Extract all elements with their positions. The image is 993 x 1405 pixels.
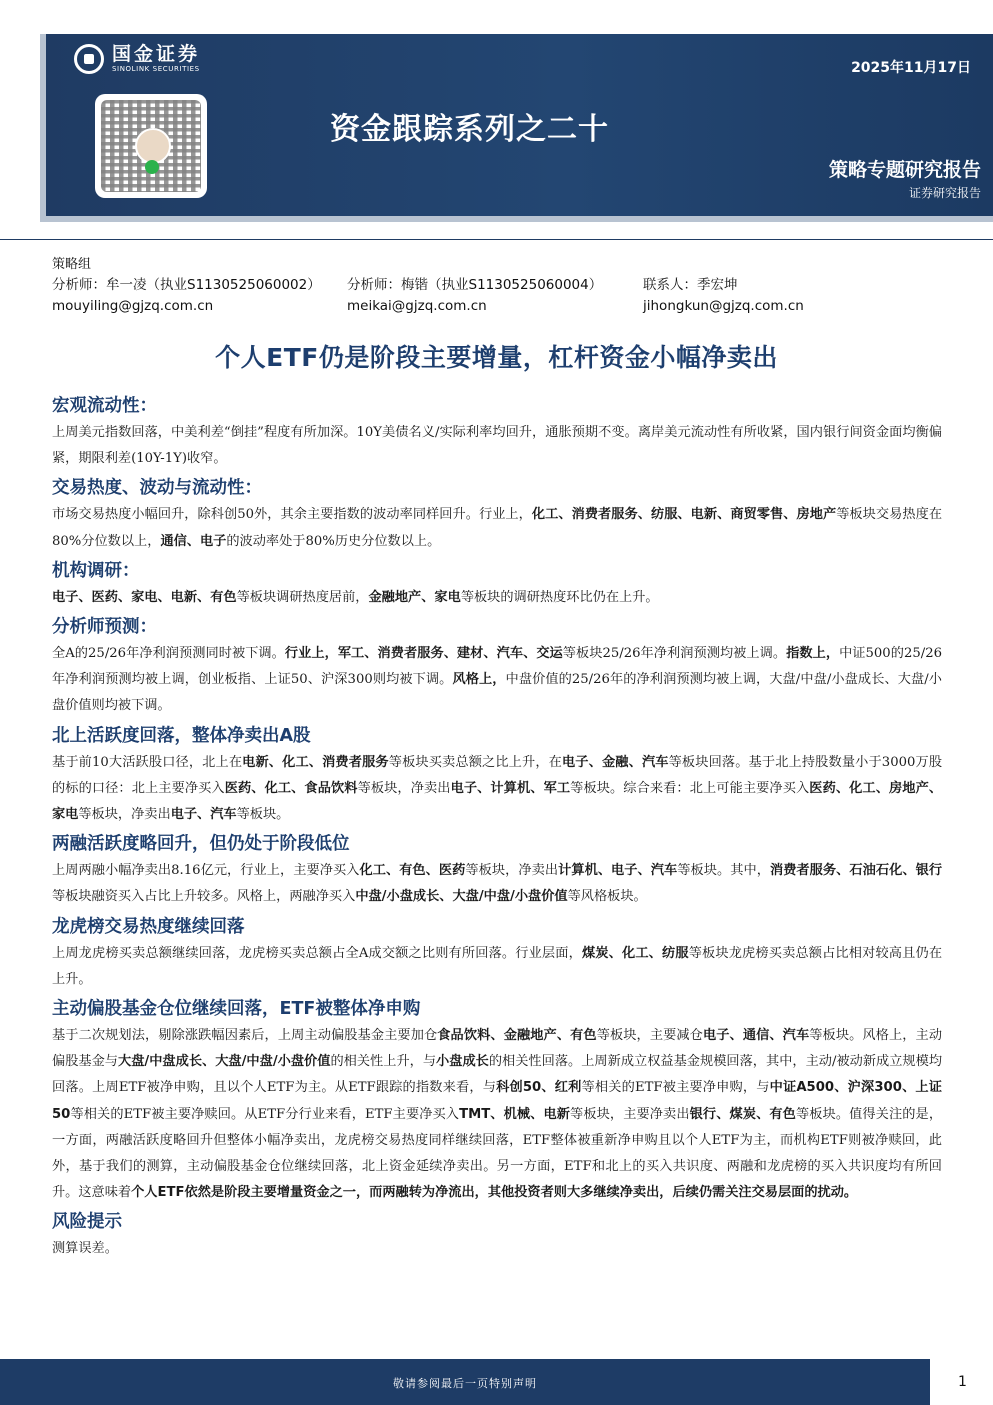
section-title: 龙虎榜交易热度继续回落 [52, 916, 245, 937]
body-text: 等板块，净卖出 [357, 780, 451, 796]
body-text: 等板块，净卖出 [465, 863, 559, 879]
report-subtype: 证券研究报告 [908, 186, 981, 200]
section-title: 交易热度、波动与流动性： [52, 478, 262, 499]
report-main-title: 个人ETF仍是阶段主要增量，杠杆资金小幅净卖出 [215, 343, 778, 372]
section-title: 机构调研： [52, 560, 140, 581]
analyst-2: 分析师：梅锴（执业S1130525060004） [347, 277, 603, 293]
body-text: 等板块25/26年净利润预测均被上调。 [562, 646, 787, 662]
highlight-text: 医药、化工、房地产、家电 [52, 780, 943, 823]
highlight-text: 医药、化工、食品饮料 [224, 780, 358, 796]
highlight-text: 中盘/小盘成长、大盘/中盘/小盘价值 [355, 889, 568, 905]
section-body [52, 585, 942, 611]
body-text: 等板块的调研热度环比仍在上升。 [460, 589, 659, 605]
highlight-text: 化工、消费者服务、纺服、电新、商贸零售、房地产 [531, 507, 837, 523]
body-text: 测算误差。 [52, 1241, 118, 1257]
highlight-text: 电新、化工、消费者服务 [242, 754, 389, 770]
body-text: 等板块买卖总额之比上升，在 [388, 754, 562, 770]
contact-person: 联系人：季宏坤 [643, 277, 738, 293]
qr-avatar-icon [135, 128, 171, 164]
qr-code-icon [95, 94, 207, 198]
body-text: 基于前10大活跃股口径，北上在 [52, 754, 243, 770]
body-text: 基于二次规划法，剔除涨跌幅因素后，上周主动偏股基金主要加仓 [52, 1028, 438, 1044]
highlight-text: 电子、金融、汽车 [561, 754, 669, 770]
section-body [52, 858, 942, 910]
body-text: 等板块，主要净卖出 [570, 1106, 690, 1122]
highlight-text: 银行、煤炭、有色 [689, 1106, 796, 1122]
highlight-text: 电子、计算机、军工 [450, 780, 571, 796]
body-text: 等板块。 [236, 807, 290, 823]
highlight-text: 电子、汽车 [170, 807, 237, 823]
report-date: 2025年11月17日 [851, 60, 971, 76]
body-text: 等板块融资买入占比上升较多。风格上，两融净买入 [52, 889, 356, 905]
section-title: 分析师预测： [52, 617, 157, 638]
highlight-text: 消费者服务、石油石化、银行 [769, 863, 943, 879]
highlight-text: 指数上， [786, 646, 840, 662]
body-text: 等板块调研热度居前， [236, 589, 369, 605]
highlight-text: TMT、机械、电新 [459, 1106, 571, 1122]
report-body [52, 392, 942, 1265]
author-block [52, 254, 952, 317]
body-text: 等板块龙虎榜买卖总额占比相对较高且仍在上升。 [52, 945, 943, 987]
body-text: 全A的25/26年净利润预测同时被下调。 [52, 646, 285, 662]
section-body [52, 420, 942, 472]
highlight-text: 通信、电子 [160, 533, 227, 549]
author-emails-row [52, 296, 952, 317]
analyst-1: 分析师：牟一凌（执业S1130525060002） [52, 277, 321, 293]
highlight-text: 电子、医药、家电、电新、有色 [52, 589, 237, 605]
series-title: 资金跟踪系列之二十 [330, 112, 609, 147]
body-text: 等板块回落。基于北上持股数量小于3000万股的标的口径：北上主要净买入 [52, 754, 943, 796]
highlight-text: 科创50、红利 [496, 1080, 582, 1096]
body-text: 等相关的ETF被主要净赎回。从ETF分行业来看，ETF主要净买入 [70, 1106, 460, 1122]
body-text: 的波动率处于80%历史分位数以上。 [226, 533, 441, 549]
email-link-1[interactable]: mouyiling@gjzq.com.cn [52, 298, 214, 314]
section-body [52, 1236, 942, 1262]
wechat-badge-icon [145, 160, 159, 174]
author-names-row [52, 275, 952, 296]
body-text: 的相关性上升，与 [330, 1054, 437, 1070]
section-body [52, 1023, 942, 1206]
section-title: 主动偏股基金仓位继续回落，ETF被整体净申购 [52, 999, 421, 1020]
section-body [52, 941, 942, 993]
team-name: 策略组 [52, 257, 92, 272]
body-text: 等板块，净卖出 [78, 807, 171, 823]
logo-cn-text: 国金证券 [112, 43, 201, 65]
body-text: 上周龙虎榜买卖总额继续回落，龙虎榜买卖总额占全A成交额之比则有所回落。行业层面， [52, 945, 582, 961]
highlight-text: 化工、有色、医药 [359, 863, 466, 879]
email-link-2[interactable]: meikai@gjzq.com.cn [347, 298, 487, 314]
body-text: 等板块。风格上，主动偏股基金与 [52, 1028, 943, 1070]
section-body [52, 750, 942, 829]
logo-en-text: SINOLINK SECURITIES [112, 65, 200, 73]
highlight-text: 电子、通信、汽车 [702, 1028, 810, 1044]
body-text: 的相关性回落。上周新成立权益基金规模回落，其中，主动/被动新成立规模均回落。上周ETF被净申购，且以个人ETF为主。从ETF跟踪的指数来看，与 [52, 1054, 943, 1096]
highlight-text: 计算机、电子、汽车 [558, 863, 678, 879]
sinolink-logo-icon [74, 44, 104, 74]
section-title: 宏观流动性： [52, 396, 157, 416]
body-text: 等风格板块。 [567, 889, 647, 905]
body-text: 等相关的ETF被主要净申购，与 [581, 1080, 770, 1096]
highlight-text: 大盘/中盘成长、大盘/中盘/小盘价值 [118, 1054, 331, 1070]
body-text: 等板块。值得关注的是，一方面，两融活跃度略回升但整体小幅净卖出，龙虎榜交易热度同样继续回落，ETF整体被重新净申购且以个人ETF为主，而机构ETF则被净赎回，此外，基于我们的测算，主动偏股基金仓位继续回落，北上资金延续净卖出。另一方面，ETF和北上的买入共识度、两融和龙虎榜的买入共识度均有所回升。这意味着 [52, 1106, 943, 1201]
company-logo [74, 44, 200, 74]
disclaimer-note: 敬请参阅最后一页特别声明 [393, 1377, 537, 1390]
section-title: 风险提示 [52, 1212, 122, 1233]
section-body [52, 641, 942, 720]
body-text: 市场交易热度小幅回升，除科创50外，其余主要指数的波动率同样回升。行业上， [52, 507, 532, 523]
highlight-text: 食品饮料、金融地产、有色 [437, 1028, 597, 1044]
highlight-text: 金融地产、家电 [368, 589, 461, 605]
header-divider [0, 239, 993, 240]
highlight-text: 行业上，军工、消费者服务、建材、汽车、交运 [284, 646, 563, 662]
body-text: 中证500的25/26年净利润预测均被上调，创业板指、上证50、沪深300则均被下调。 [52, 646, 942, 688]
body-text: 等板块。综合来看：北上可能主要净买入 [570, 780, 810, 796]
body-text: 等板块，主要减仓 [596, 1028, 703, 1044]
body-text: 中盘价值的25/26年的净利润预测均被上调，大盘/中盘/小盘成长、大盘/小盘价值则均被下调。 [52, 672, 942, 714]
body-text: 等板块交易热度在80%分位数以上， [52, 507, 943, 549]
highlight-text: 煤炭、化工、纺服 [581, 945, 689, 961]
body-text: 等板块。其中， [677, 863, 770, 879]
section-body [52, 502, 942, 554]
body-text: 上周两融小幅净卖出8.16亿元，行业上，主要净买入 [52, 863, 360, 879]
highlight-text: 小盘成长 [436, 1054, 489, 1070]
email-link-3[interactable]: jihongkun@gjzq.com.cn [643, 298, 804, 314]
body-text: 上周美元指数回落，中美利差“倒挂”程度有所加深。10Y美债名义/实际利率均回升，通胀预期不变。离岸美元流动性有所收紧，国内银行间资金面均衡偏紧，期限利差(10Y-1Y)收窄。 [52, 425, 942, 467]
highlight-text: 风格上， [452, 672, 506, 688]
section-title: 两融活跃度略回升，但仍处于阶段低位 [52, 834, 350, 855]
highlight-text: 中证A500、沪深300、上证50 [52, 1080, 942, 1122]
page-number: 1 [958, 1374, 967, 1390]
report-type: 策略专题研究报告 [828, 159, 981, 181]
section-title: 北上活跃度回落，整体净卖出A股 [52, 725, 311, 746]
highlight-text: 个人ETF依然是阶段主要增量资金之一，而两融转为净流出，其他投资者则大多继续净卖出，后续仍需关注交易层面的扰动。 [131, 1185, 858, 1201]
